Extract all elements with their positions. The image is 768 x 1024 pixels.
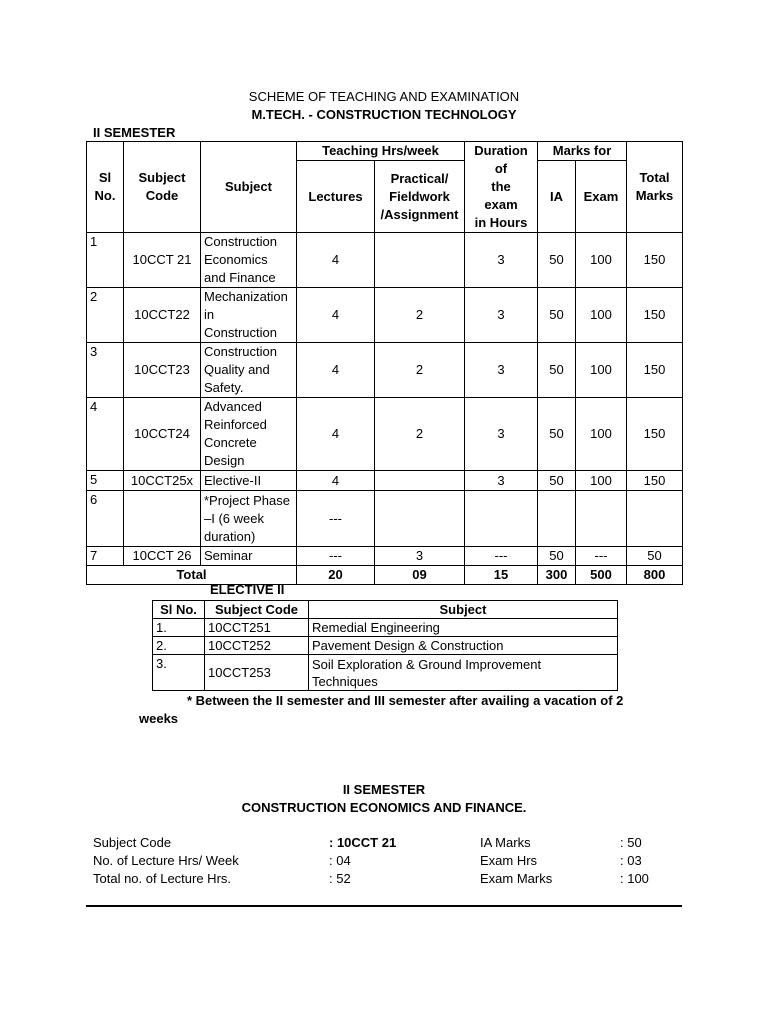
duration-cell: 3	[465, 288, 538, 343]
total-cell: 150	[627, 471, 683, 491]
total-exam: 500	[576, 566, 627, 585]
elective-header-code: Subject Code	[205, 601, 309, 619]
info-label-ia-marks: IA Marks	[480, 835, 531, 850]
subject-cell: Seminar	[201, 547, 297, 566]
header-subject-code: Subject Code	[124, 142, 201, 233]
lectures-cell: 4	[297, 398, 375, 471]
semester-label: II SEMESTER	[93, 125, 176, 140]
total-cell: 150	[627, 233, 683, 288]
table-row	[87, 491, 683, 547]
ia-cell: 50	[538, 233, 576, 288]
ia-cell: 50	[538, 547, 576, 566]
info-value-exam-hrs: : 03	[620, 853, 642, 868]
total-row	[87, 566, 683, 585]
ia-cell	[538, 491, 576, 547]
lectures-cell: 4	[297, 233, 375, 288]
sl-cell: 1	[87, 233, 124, 288]
sl-cell: 4	[87, 398, 124, 471]
elective-subject: Pavement Design & Construction	[309, 637, 618, 655]
syllabus-title: CONSTRUCTION ECONOMICS AND FINANCE.	[241, 800, 527, 815]
practical-cell: 2	[375, 343, 465, 398]
table-row	[87, 233, 683, 288]
total-cell: 50	[627, 547, 683, 566]
subject-cell: *Project Phase –I (6 week duration)	[201, 491, 297, 547]
duration-cell: ---	[465, 547, 538, 566]
elective-subject: Soil Exploration & Ground Improvement Techniques	[309, 655, 618, 691]
header-ia: IA	[538, 161, 576, 233]
exam-cell: 100	[576, 343, 627, 398]
table-row	[87, 288, 683, 343]
code-cell: 10CCT22	[124, 288, 201, 343]
practical-cell: 3	[375, 547, 465, 566]
table-row	[87, 547, 683, 566]
info-value-exam-marks: : 100	[620, 871, 649, 886]
elective-title: ELECTIVE II	[210, 582, 285, 597]
header-teaching: Teaching Hrs/week	[297, 142, 465, 161]
code-cell: 10CCT23	[124, 343, 201, 398]
header-marks-for: Marks for	[538, 142, 627, 161]
subject-cell: Advanced Reinforced Concrete Design	[201, 398, 297, 471]
elective-sl: 3.	[153, 655, 205, 691]
total-lectures: 20	[297, 566, 375, 585]
header-subject: Subject	[201, 142, 297, 233]
divider-line	[86, 905, 682, 907]
total-ia: 300	[538, 566, 576, 585]
header-lectures: Lectures	[297, 161, 375, 233]
doc-title: SCHEME OF TEACHING AND EXAMINATION	[248, 89, 520, 104]
ia-cell: 50	[538, 288, 576, 343]
info-label-exam-marks: Exam Marks	[480, 871, 553, 886]
exam-cell	[576, 491, 627, 547]
info-value-subject-code: : 10CCT 21	[329, 835, 397, 850]
footnote-line1: * Between the II semester and III semester after availing a vacation of 2	[187, 693, 624, 708]
header-exam: Exam	[576, 161, 627, 233]
footnote-line2: weeks	[139, 711, 179, 726]
elective-header-subject: Subject	[309, 601, 618, 619]
practical-cell	[375, 471, 465, 491]
exam-cell: ---	[576, 547, 627, 566]
practical-cell: 2	[375, 398, 465, 471]
info-value-total-lecture-hrs: : 52	[329, 871, 351, 886]
exam-cell: 100	[576, 398, 627, 471]
elective-table	[152, 600, 618, 691]
elective-header-sl: Sl No.	[153, 601, 205, 619]
duration-cell	[465, 491, 538, 547]
duration-cell: 3	[465, 398, 538, 471]
sl-cell: 2	[87, 288, 124, 343]
elective-subject: Remedial Engineering	[309, 619, 618, 637]
scheme-table	[86, 141, 683, 585]
sl-cell: 6	[87, 491, 124, 547]
practical-cell: 2	[375, 288, 465, 343]
subject-cell: Mechanization in Construction	[201, 288, 297, 343]
duration-cell: 3	[465, 343, 538, 398]
lectures-cell: 4	[297, 343, 375, 398]
ia-cell: 50	[538, 471, 576, 491]
header-practical: Practical/ Fieldwork /Assignment	[375, 161, 465, 233]
code-cell: 10CCT24	[124, 398, 201, 471]
subject-cell: Construction Quality and Safety.	[201, 343, 297, 398]
lectures-cell: ---	[297, 491, 375, 547]
header-total-marks: Total Marks	[627, 142, 683, 233]
total-cell	[627, 491, 683, 547]
total-practical: 09	[375, 566, 465, 585]
exam-cell: 100	[576, 233, 627, 288]
elective-sl: 2.	[153, 637, 205, 655]
total-cell: 150	[627, 343, 683, 398]
lectures-cell: 4	[297, 471, 375, 491]
info-value-lecture-hrs-week: : 04	[329, 853, 351, 868]
table-row	[87, 398, 683, 471]
table-row	[153, 655, 618, 691]
practical-cell	[375, 233, 465, 288]
total-cell: 150	[627, 288, 683, 343]
lectures-cell: ---	[297, 547, 375, 566]
table-row	[153, 619, 618, 637]
exam-cell: 100	[576, 471, 627, 491]
sl-cell: 3	[87, 343, 124, 398]
info-label-exam-hrs: Exam Hrs	[480, 853, 538, 868]
practical-cell	[375, 491, 465, 547]
total-marks: 800	[627, 566, 683, 585]
code-cell: 10CCT 21	[124, 233, 201, 288]
table-row	[153, 637, 618, 655]
exam-cell: 100	[576, 288, 627, 343]
total-cell: 150	[627, 398, 683, 471]
info-label-total-lecture-hrs: Total no. of Lecture Hrs.	[93, 871, 232, 886]
header-sl-no: Sl No.	[87, 142, 124, 233]
sl-cell: 7	[87, 547, 124, 566]
duration-cell: 3	[465, 233, 538, 288]
header-duration: Duration of the exam in Hours	[465, 142, 538, 233]
table-row	[87, 471, 683, 491]
info-label-subject-code: Subject Code	[93, 835, 172, 850]
info-label-lecture-hrs-week: No. of Lecture Hrs/ Week	[93, 853, 239, 868]
ia-cell: 50	[538, 343, 576, 398]
elective-code: 10CCT251	[205, 619, 309, 637]
elective-code: 10CCT252	[205, 637, 309, 655]
code-cell: 10CCT 26	[124, 547, 201, 566]
table-row	[87, 343, 683, 398]
info-value-ia-marks: : 50	[620, 835, 642, 850]
code-cell: 10CCT25x	[124, 471, 201, 491]
total-label: Total	[87, 566, 297, 585]
sl-cell: 5	[87, 471, 124, 491]
subject-cell: Construction Economics and Finance	[201, 233, 297, 288]
elective-sl: 1.	[153, 619, 205, 637]
lectures-cell: 4	[297, 288, 375, 343]
code-cell	[124, 491, 201, 547]
program-title: M.TECH. - CONSTRUCTION TECHNOLOGY	[251, 107, 517, 122]
total-duration: 15	[465, 566, 538, 585]
syllabus-semester: II SEMESTER	[342, 782, 426, 797]
duration-cell: 3	[465, 471, 538, 491]
subject-cell: Elective-II	[201, 471, 297, 491]
elective-code: 10CCT253	[205, 655, 309, 691]
ia-cell: 50	[538, 398, 576, 471]
